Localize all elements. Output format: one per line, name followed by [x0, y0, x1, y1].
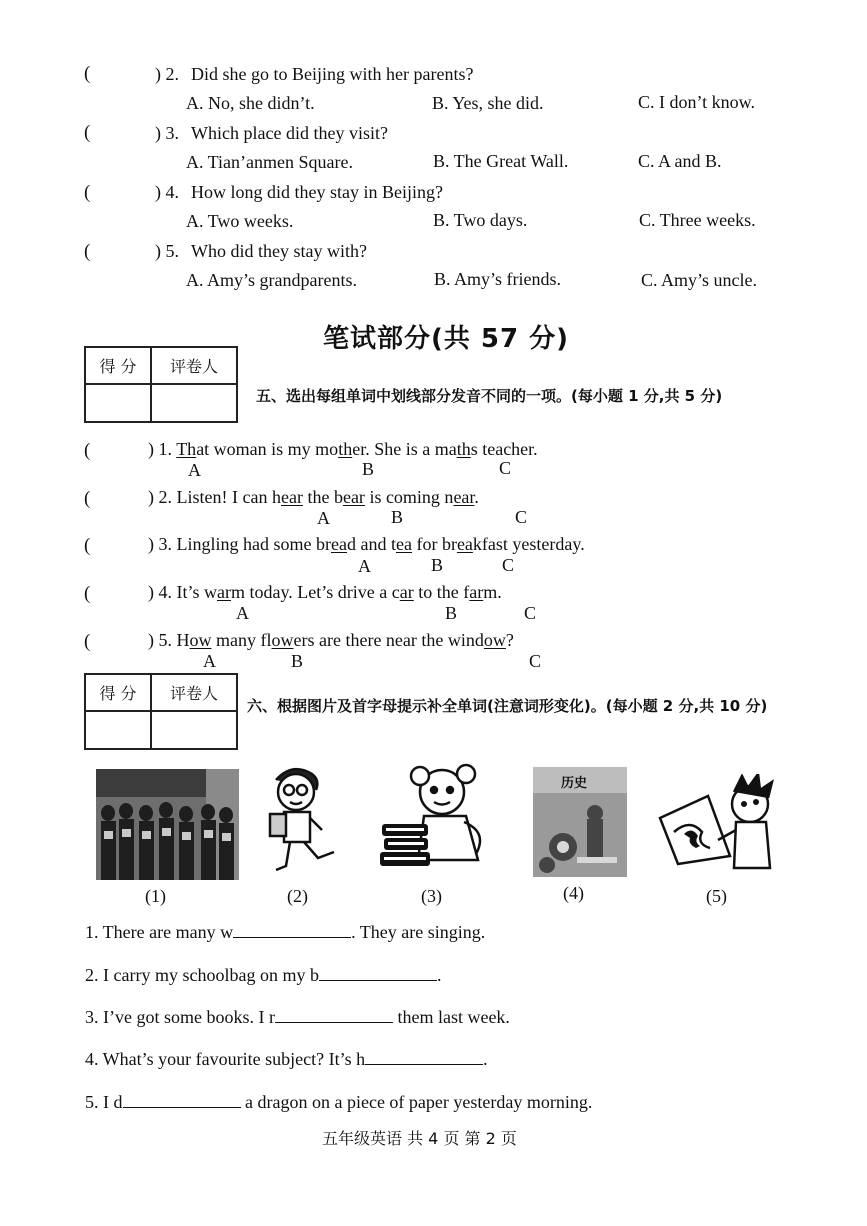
- boy-painting-image: [656, 774, 776, 874]
- score-label: 得 分: [85, 347, 151, 384]
- question-text: How long did they stay in Beijing?: [191, 182, 443, 202]
- option-a: A. Tian’anmen Square.: [186, 152, 353, 172]
- written-section-title: 笔试部分(共 57 分): [323, 324, 570, 354]
- option-c: C. I don’t know.: [638, 92, 755, 112]
- letter-c: C: [515, 507, 528, 527]
- answer-blank[interactable]: [123, 1091, 241, 1108]
- letter-b: B: [391, 507, 404, 527]
- section5-instruction: 五、选出每组单词中划线部分发音不同的一项。(每小题 1 分,共 5 分): [256, 387, 723, 405]
- picture-label-5: (5): [706, 886, 727, 906]
- letter-a: A: [188, 460, 201, 480]
- letter-a: A: [236, 603, 249, 623]
- answer-blank[interactable]: [275, 1006, 393, 1023]
- marker-label: 评卷人: [151, 347, 237, 384]
- underlined-a: ow: [189, 630, 212, 650]
- pron-item: ) 3. Lingling had some bread and tea for breakfast yesterday.: [148, 534, 585, 554]
- answer-paren: (: [84, 241, 91, 262]
- letter-a: A: [317, 508, 330, 528]
- fill-sentence-2: 2. I carry my schoolbag on my b .: [85, 965, 442, 985]
- answer-paren: (: [84, 63, 91, 84]
- underlined-a: Th: [176, 439, 197, 459]
- underlined-a: ear: [280, 487, 303, 507]
- score-cell: [85, 711, 151, 749]
- answer-paren: (: [84, 122, 91, 143]
- answer-paren: (: [84, 440, 91, 461]
- letter-c: C: [499, 458, 512, 478]
- fill-sentence-3: 3. I’ve got some books. I r them last week.: [85, 1007, 510, 1027]
- marker-cell: [151, 711, 237, 749]
- option-b: B. Amy’s friends.: [434, 269, 562, 289]
- question-number: ) 5.: [155, 241, 179, 261]
- option-a: A. Amy’s grandparents.: [186, 270, 357, 290]
- choir-photo-image: [96, 769, 239, 880]
- underlined-c: ow: [483, 630, 506, 650]
- underlined-b: ar: [399, 582, 414, 602]
- section6-instruction: 六、根据图片及首字母提示补全单词(注意词形变化)。(每小题 2 分,共 10 分): [247, 697, 768, 715]
- score-box: [84, 673, 238, 750]
- letter-b: B: [445, 603, 458, 623]
- underlined-a: ar: [217, 582, 231, 602]
- picture-label-4: (4): [563, 883, 584, 903]
- pron-item: ) 5. How many flowers are there near the window?: [148, 630, 514, 650]
- answer-blank[interactable]: [365, 1048, 483, 1065]
- letter-b: B: [291, 651, 304, 671]
- option-b: B. Yes, she did.: [432, 93, 544, 113]
- letter-a: A: [358, 556, 371, 576]
- fill-sentence-4: 4. What’s your favourite subject? It’s h .: [85, 1049, 488, 1069]
- picture-label-3: (3): [421, 886, 442, 906]
- option-c: C. Amy’s uncle.: [641, 270, 757, 290]
- underlined-c: ea: [456, 534, 473, 554]
- option-a: A. Two weeks.: [186, 211, 294, 231]
- score-label: 得 分: [85, 674, 151, 711]
- underlined-b: th: [338, 439, 353, 459]
- underlined-c: th: [456, 439, 471, 459]
- pron-item: ) 2. Listen! I can hear the bear is coming near.: [148, 487, 479, 507]
- option-b: B. The Great Wall.: [433, 151, 569, 171]
- letter-c: C: [502, 555, 515, 575]
- option-b: B. Two days.: [433, 210, 528, 230]
- question-text: Who did they stay with?: [191, 241, 367, 261]
- question-text: Which place did they visit?: [191, 123, 388, 143]
- picture-label-2: (2): [287, 886, 308, 906]
- pron-item: ) 4. It’s warm today. Let’s drive a car to the farm.: [148, 582, 502, 602]
- letter-a: A: [203, 651, 216, 671]
- score-cell: [85, 384, 151, 422]
- letter-b: B: [431, 555, 444, 575]
- question-number: ) 4.: [155, 182, 179, 202]
- marker-label: 评卷人: [151, 674, 237, 711]
- answer-blank[interactable]: [233, 921, 351, 938]
- answer-paren: (: [84, 631, 91, 652]
- option-c: C. A and B.: [638, 151, 722, 171]
- marker-cell: [151, 384, 237, 422]
- answer-blank[interactable]: [319, 964, 437, 981]
- letter-c: C: [524, 603, 537, 623]
- answer-paren: (: [84, 182, 91, 203]
- question-text: Did she go to Beijing with her parents?: [191, 64, 474, 84]
- page-footer: 五年级英语 共 4 页 第 2 页: [322, 1129, 517, 1148]
- answer-paren: (: [84, 488, 91, 509]
- answer-paren: (: [84, 535, 91, 556]
- option-a: A. No, she didn’t.: [186, 93, 315, 113]
- underlined-a: ea: [330, 534, 347, 554]
- option-c: C. Three weeks.: [639, 210, 756, 230]
- underlined-b: ea: [395, 534, 412, 554]
- letter-b: B: [362, 459, 375, 479]
- pron-item: ) 1. That woman is my mother. She is a maths teacher.: [148, 439, 538, 459]
- question-number: ) 2.: [155, 64, 179, 84]
- underlined-b: ear: [342, 487, 365, 507]
- fill-sentence-1: 1. There are many w . They are singing.: [85, 922, 486, 942]
- boy-schoolbag-image: [262, 760, 342, 878]
- underlined-c: ar: [469, 582, 484, 602]
- question-number: ) 3.: [155, 123, 179, 143]
- underlined-b: ow: [271, 630, 294, 650]
- letter-c: C: [529, 651, 542, 671]
- history-book-title: 历史: [561, 776, 588, 791]
- girl-books-image: [378, 762, 493, 874]
- picture-label-1: (1): [145, 886, 166, 906]
- answer-paren: (: [84, 583, 91, 604]
- score-box: [84, 346, 238, 423]
- underlined-c: ear: [453, 487, 475, 507]
- fill-sentence-5: 5. I d a dragon on a piece of paper yesterday morning.: [85, 1092, 593, 1112]
